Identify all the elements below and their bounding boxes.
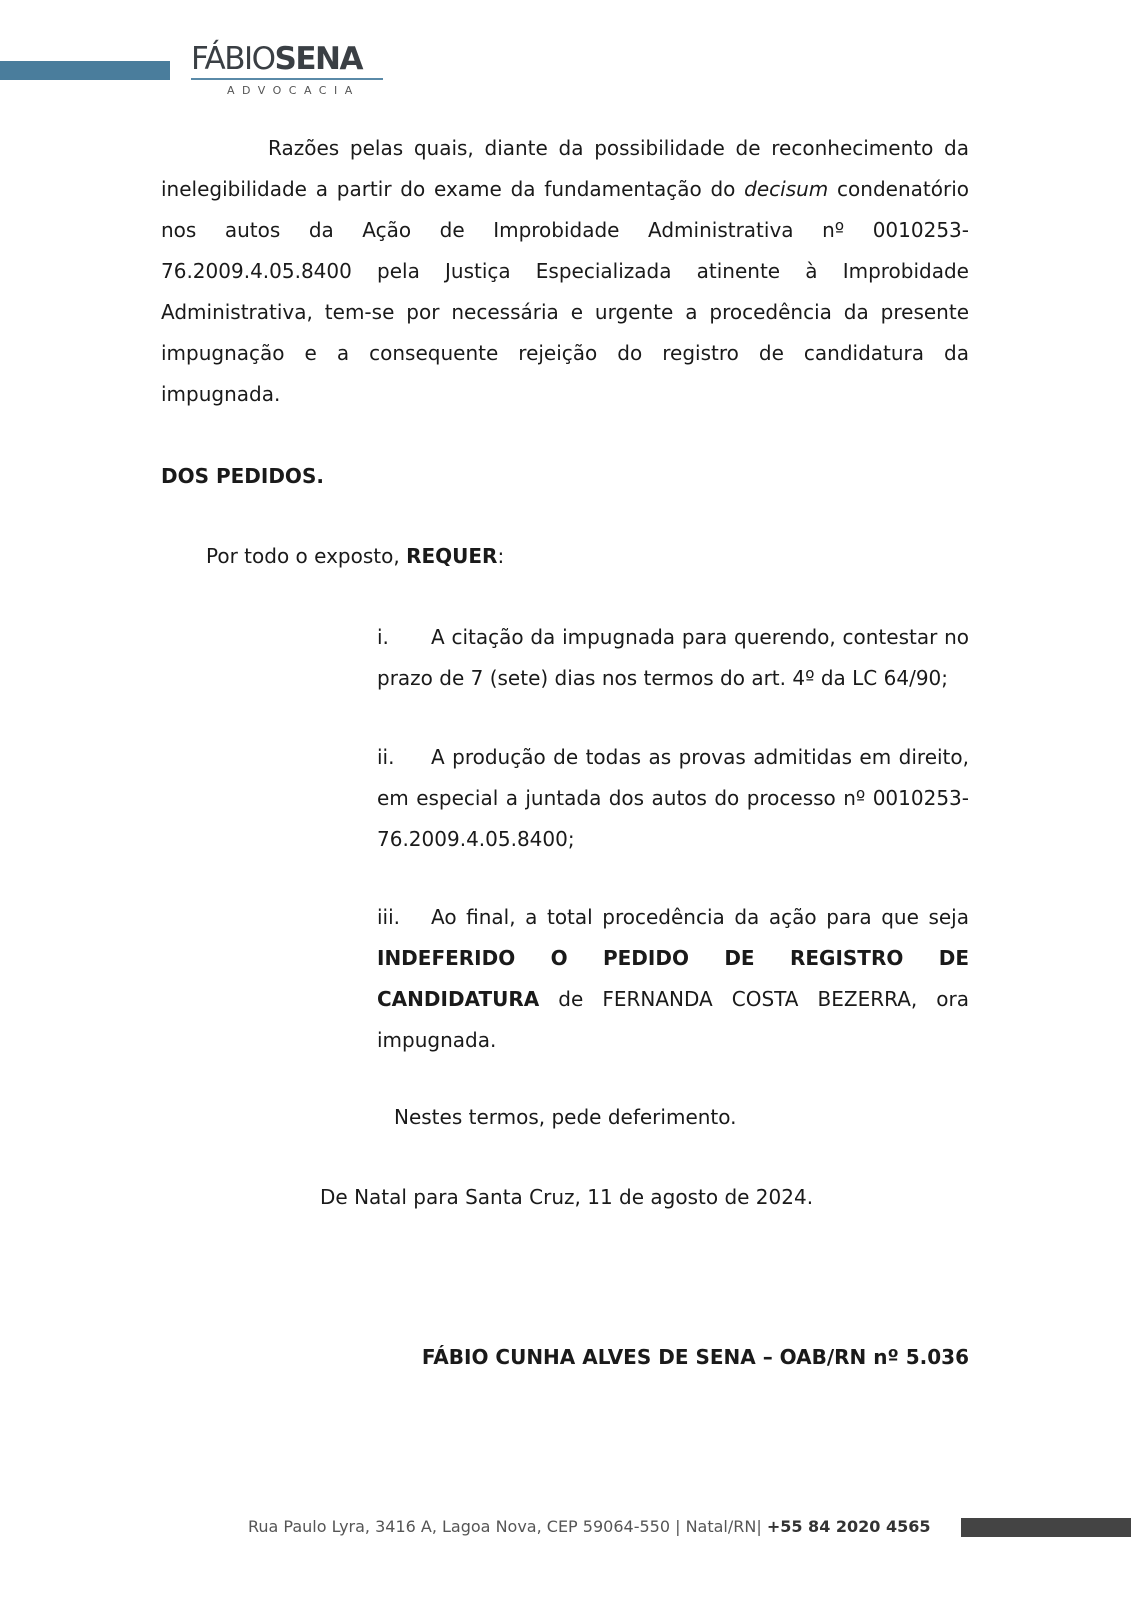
request-intro-text: Por todo o exposto, — [206, 544, 407, 568]
footer-phone: +55 84 2020 4565 — [766, 1517, 931, 1536]
paragraph-reasons-part2: condenatório nos autos da Ação de Improbidade Administrativa nº 0010253-76.2009.4.05.8400 pela Justiça Especializada atinente à Improbidade Administrativa, tem-se por necessária e urgente a procedência da presente impugnação e a consequente rejeição do registro de candidatura da impugnada. — [161, 177, 969, 406]
item-number: i. — [377, 625, 389, 649]
item-text: A citação da impugnada para querendo, contestar no prazo de 7 (sete) dias nos termos do art. 4º da LC 64/90; — [377, 625, 969, 690]
request-keyword: REQUER — [406, 544, 498, 568]
item-text-bold: INDEFERIDO O PEDIDO DE REGISTRO DE CANDIDATURA — [377, 946, 969, 1011]
decisum-term: decisum — [744, 177, 829, 201]
request-item-3 — [377, 897, 969, 1061]
header-accent-bar — [0, 61, 170, 80]
item-text: A produção de todas as provas admitidas em direito, em especial a juntada dos autos do processo nº 0010253-76.2009.4.05.8400; — [377, 745, 969, 851]
request-item-1 — [377, 617, 969, 699]
request-intro-end: : — [497, 544, 505, 568]
request-intro — [206, 536, 504, 577]
request-item-2 — [377, 737, 969, 860]
firm-logo — [191, 40, 386, 97]
signature-line: FÁBIO CUNHA ALVES DE SENA – OAB/RN nº 5.036 — [421, 1345, 969, 1369]
place-and-date: De Natal para Santa Cruz, 11 de agosto de 2024. — [320, 1185, 814, 1209]
paragraph-reasons — [161, 128, 969, 415]
item-text-part1: Ao final, a total procedência da ação para que seja — [431, 905, 969, 929]
logo-last-name: SENA — [274, 41, 362, 77]
item-number: iii. — [377, 905, 401, 929]
item-text-part2: de FERNANDA COSTA BEZERRA, ora impugnada. — [377, 987, 969, 1052]
logo-wordmark — [191, 40, 386, 78]
closing-phrase: Nestes termos, pede deferimento. — [394, 1105, 737, 1129]
logo-first-name: FÁBIO — [191, 41, 275, 77]
logo-underline — [191, 78, 383, 80]
section-title: DOS PEDIDOS. — [161, 464, 324, 488]
footer-accent-bar — [961, 1518, 1131, 1537]
item-number: ii. — [377, 745, 395, 769]
paragraph-reasons-part1: Razões pelas quais, diante da possibilidade de reconhecimento da inelegibilidade a partir do exame da fundamentação do — [161, 136, 969, 201]
logo-subtitle: ADVOCACIA — [227, 84, 360, 97]
footer-contact — [248, 1516, 931, 1538]
footer-address: Rua Paulo Lyra, 3416 A, Lagoa Nova, CEP 59064-550 | Natal/RN| — [248, 1517, 767, 1536]
